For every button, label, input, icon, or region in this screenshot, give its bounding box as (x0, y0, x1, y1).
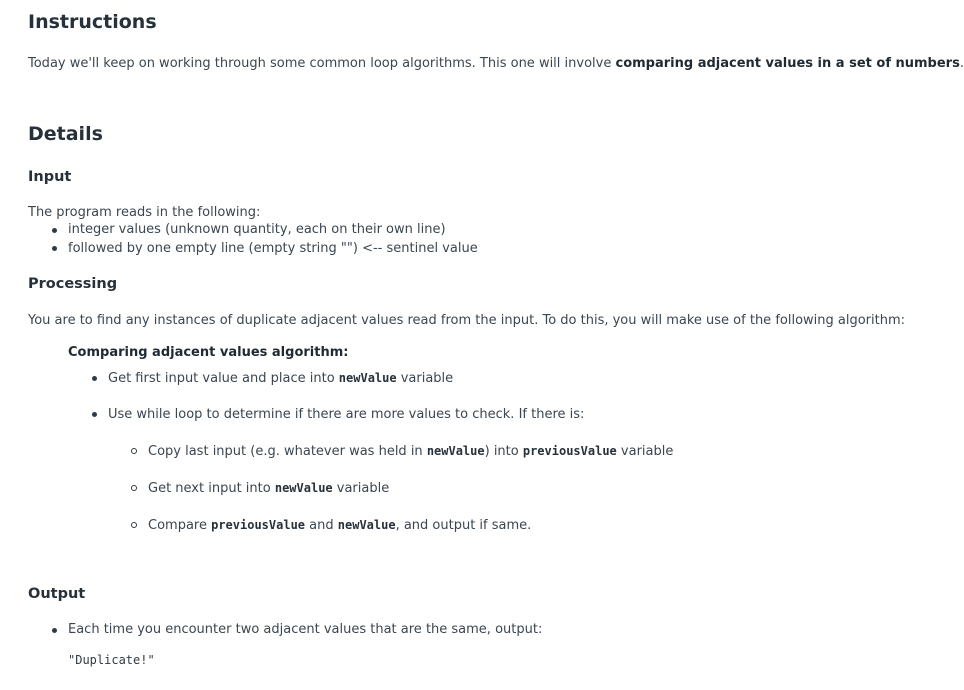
step1-text-a: Get first input value and place into (108, 371, 339, 386)
sub1-text-a: Copy last input (e.g. whatever was held in (148, 444, 427, 459)
sub3-text-b: and (305, 518, 338, 533)
bullet-disc (52, 628, 57, 633)
algorithm-substep-2 (148, 480, 389, 497)
bullet-circle (131, 485, 137, 491)
bullet-disc (92, 412, 97, 417)
input-item-1: integer values (unknown quantity, each on their own line) (68, 222, 446, 237)
bullet-circle (131, 522, 137, 528)
intro-bold: comparing adjacent values in a set of numbers (615, 56, 960, 71)
code-newValue: newValue (274, 481, 333, 495)
algorithm-step-2: Use while loop to determine if there are more values to check. If there is: (108, 407, 585, 422)
output-heading: Output (28, 586, 86, 602)
code-previousValue: previousValue (522, 444, 617, 458)
instructions-intro (28, 56, 964, 72)
bullet-circle (131, 448, 137, 454)
sub1-text-b: ) into (484, 444, 523, 459)
output-sample: "Duplicate!" (68, 653, 155, 667)
algorithm-substep-3 (148, 517, 531, 534)
algorithm-step-1 (108, 370, 453, 387)
algorithm-substep-1 (148, 443, 673, 460)
code-newValue: newValue (426, 444, 485, 458)
sub3-text-a: Compare (148, 518, 212, 533)
bullet-disc (52, 246, 57, 251)
instructions-heading: Instructions (28, 11, 157, 33)
sub2-text-a: Get next input into (148, 481, 275, 496)
step1-text-b: variable (396, 371, 454, 386)
intro-text: Today we'll keep on working through some common loop algorithms. This one will involve (28, 56, 616, 71)
input-heading: Input (28, 169, 72, 185)
intro-end: . (959, 56, 964, 71)
input-lead: The program reads in the following: (28, 205, 261, 220)
sub1-text-c: variable (616, 444, 674, 459)
algorithm-title: Comparing adjacent values algorithm: (68, 345, 349, 360)
input-item-2: followed by one empty line (empty string "") <-- sentinel value (68, 241, 478, 256)
code-newValue: newValue (337, 518, 396, 532)
bullet-disc (52, 228, 57, 233)
sub3-text-c: , and output if same. (395, 518, 532, 533)
bullet-disc (92, 376, 97, 381)
code-previousValue: previousValue (211, 518, 306, 532)
details-heading: Details (28, 123, 103, 145)
processing-heading: Processing (28, 276, 118, 292)
sub2-text-b: variable (332, 481, 390, 496)
output-item: Each time you encounter two adjacent values that are the same, output: (68, 622, 543, 637)
code-newValue: newValue (338, 371, 397, 385)
processing-lead: You are to find any instances of duplicate adjacent values read from the input. To do this, you will make use of the following algorithm: (28, 313, 906, 328)
